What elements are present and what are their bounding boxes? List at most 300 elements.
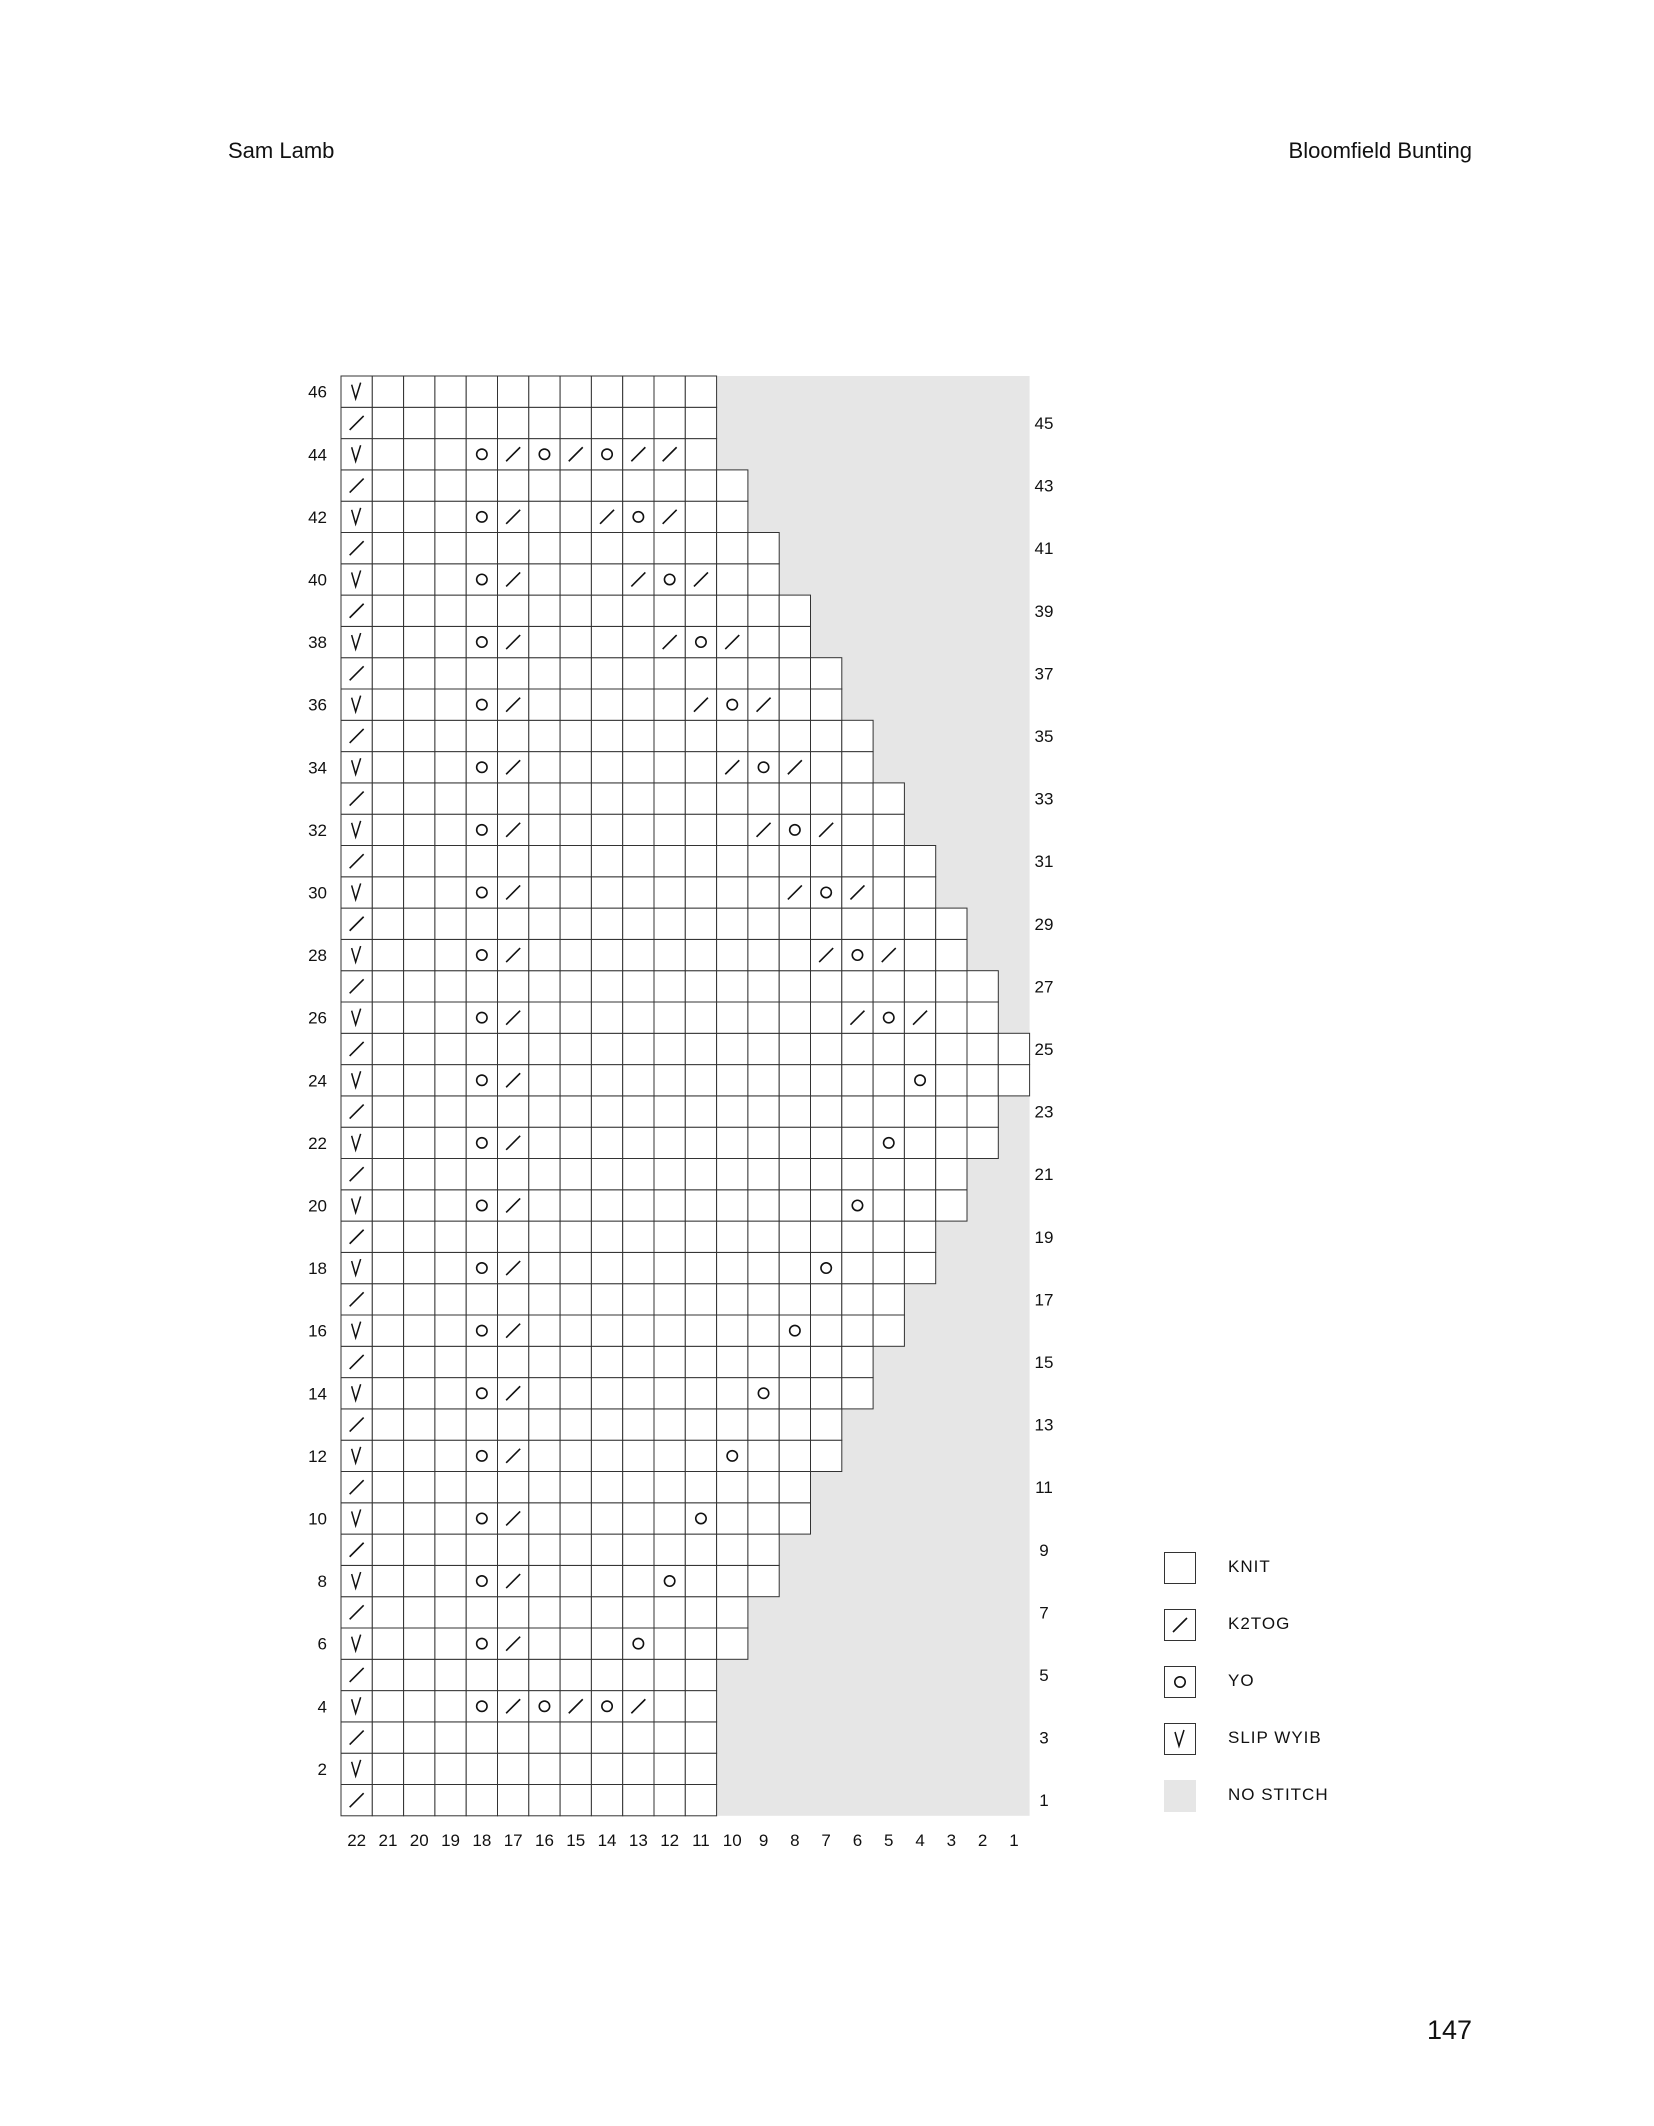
chart-cell — [404, 407, 435, 438]
chart-cell — [529, 1284, 560, 1315]
chart-cell — [404, 533, 435, 564]
chart-cell — [372, 595, 403, 626]
chart-cell — [654, 1096, 685, 1127]
chart-cell — [466, 1190, 497, 1221]
row-label-left: 22 — [308, 1133, 327, 1153]
chart-cell — [435, 720, 466, 751]
chart-cell — [591, 1378, 622, 1409]
chart-cell — [967, 1002, 998, 1033]
chart-cell — [372, 1221, 403, 1252]
chart-cell — [873, 1127, 904, 1158]
column-label: 22 — [347, 1830, 367, 1850]
chart-cell — [779, 908, 810, 939]
chart-cell — [435, 877, 466, 908]
chart-cell — [529, 1440, 560, 1471]
chart-cell — [811, 1190, 842, 1221]
chart-cell — [372, 1190, 403, 1221]
chart-cell — [811, 1221, 842, 1252]
chart-cell — [623, 1378, 654, 1409]
chart-cell — [717, 783, 748, 814]
chart-cell — [779, 1252, 810, 1283]
chart-cell — [560, 1628, 591, 1659]
chart-cell — [623, 1002, 654, 1033]
chart-cell — [435, 1565, 466, 1596]
chart-cell — [623, 1221, 654, 1252]
column-label: 7 — [821, 1830, 831, 1850]
chart-cell — [591, 1065, 622, 1096]
chart-cell — [498, 846, 529, 877]
chart-cell — [560, 595, 591, 626]
chart-cell — [529, 1409, 560, 1440]
chart-cell — [435, 1785, 466, 1816]
chart-cell — [529, 814, 560, 845]
chart-cell — [435, 1534, 466, 1565]
chart-cell — [341, 939, 372, 970]
chart-cell — [717, 1221, 748, 1252]
chart-cell — [748, 1315, 779, 1346]
chart-cell — [560, 1472, 591, 1503]
chart-cell — [748, 626, 779, 657]
chart-cell — [717, 658, 748, 689]
chart-cell — [560, 939, 591, 970]
chart-cell — [404, 626, 435, 657]
chart-cell — [623, 595, 654, 626]
row-label-left: 38 — [308, 633, 327, 653]
chart-cell — [591, 971, 622, 1002]
chart-cell — [842, 1252, 873, 1283]
chart-cell — [685, 1002, 716, 1033]
row-label-right: 11 — [1035, 1478, 1053, 1498]
chart-cell — [779, 595, 810, 626]
chart-cell — [779, 939, 810, 970]
chart-cell — [404, 1659, 435, 1690]
chart-cell — [372, 689, 403, 720]
chart-cell — [466, 1096, 497, 1127]
chart-cell — [842, 1065, 873, 1096]
chart-cell — [717, 1472, 748, 1503]
chart-cell — [404, 1190, 435, 1221]
chart-cell — [717, 1534, 748, 1565]
chart-cell — [748, 1096, 779, 1127]
chart-cell — [623, 658, 654, 689]
chart-cell — [654, 939, 685, 970]
chart-cell — [498, 783, 529, 814]
chart-cell — [498, 971, 529, 1002]
chart-cell — [779, 658, 810, 689]
row-label-right: 19 — [1034, 1227, 1054, 1247]
chart-cell — [435, 1503, 466, 1534]
chart-cell — [591, 1033, 622, 1064]
chart-cell — [748, 595, 779, 626]
chart-cell — [904, 1127, 935, 1158]
chart-cell — [623, 1409, 654, 1440]
chart-cell — [623, 783, 654, 814]
chart-cell — [873, 1065, 904, 1096]
chart-cell — [372, 1659, 403, 1690]
chart-cell — [404, 1440, 435, 1471]
chart-cell — [654, 595, 685, 626]
chart-cell — [623, 689, 654, 720]
chart-cell — [685, 376, 716, 407]
chart-cell — [372, 1785, 403, 1816]
chart-cell — [466, 783, 497, 814]
chart-cell — [779, 846, 810, 877]
chart-cell — [435, 1753, 466, 1784]
row-label-left: 26 — [308, 1008, 327, 1028]
chart-cell — [466, 376, 497, 407]
chart-cell — [466, 1691, 497, 1722]
chart-cell — [466, 1159, 497, 1190]
chart-cell — [842, 1159, 873, 1190]
chart-cell — [435, 689, 466, 720]
chart-cell — [623, 1065, 654, 1096]
chart-cell — [654, 908, 685, 939]
chart-cell — [435, 908, 466, 939]
chart-cell — [591, 1503, 622, 1534]
chart-cell — [842, 971, 873, 1002]
chart-cell — [466, 1002, 497, 1033]
chart-cell — [404, 1503, 435, 1534]
chart-cell — [779, 720, 810, 751]
chart-cell — [529, 971, 560, 1002]
chart-cell — [435, 1096, 466, 1127]
chart-cell — [591, 689, 622, 720]
chart-cell — [811, 1127, 842, 1158]
chart-cell — [748, 1503, 779, 1534]
chart-cell — [842, 814, 873, 845]
chart-cell — [685, 846, 716, 877]
chart-cell — [685, 814, 716, 845]
chart-cell — [529, 1065, 560, 1096]
chart-cell — [560, 752, 591, 783]
chart-cell — [404, 1691, 435, 1722]
chart-cell — [591, 470, 622, 501]
chart-cell — [717, 1628, 748, 1659]
chart-cell — [591, 439, 622, 470]
chart-cell — [748, 908, 779, 939]
row-label-right: 5 — [1039, 1665, 1049, 1685]
chart-cell — [498, 1409, 529, 1440]
chart-cell — [842, 720, 873, 751]
row-label-left: 32 — [308, 820, 327, 840]
chart-cell — [623, 720, 654, 751]
chart-cell — [341, 1628, 372, 1659]
row-label-right: 23 — [1034, 1102, 1054, 1122]
chart-cell — [404, 846, 435, 877]
chart-cell — [560, 783, 591, 814]
chart-cell — [591, 1346, 622, 1377]
chart-cell — [529, 1628, 560, 1659]
chart-cell — [591, 1628, 622, 1659]
chart-cell — [811, 846, 842, 877]
chart-cell — [623, 1753, 654, 1784]
chart-cell — [685, 1378, 716, 1409]
chart-cell — [529, 1190, 560, 1221]
chart-cell — [623, 626, 654, 657]
chart-cell — [498, 1096, 529, 1127]
chart-cell — [560, 1346, 591, 1377]
chart-cell — [466, 1722, 497, 1753]
chart-cell — [748, 939, 779, 970]
column-label: 10 — [722, 1830, 742, 1850]
chart-cell — [341, 1565, 372, 1596]
chart-cell — [560, 1190, 591, 1221]
header-author: Sam Lamb — [228, 138, 335, 163]
chart-cell — [654, 1346, 685, 1377]
chart-cell — [341, 1315, 372, 1346]
chart-cell — [404, 720, 435, 751]
chart-cell — [685, 1127, 716, 1158]
chart-cell — [341, 1691, 372, 1722]
chart-cell — [372, 1252, 403, 1283]
chart-cell — [435, 752, 466, 783]
chart-cell — [904, 1190, 935, 1221]
chart-cell — [404, 376, 435, 407]
chart-cell — [498, 1534, 529, 1565]
chart-cell — [623, 752, 654, 783]
chart-cell — [498, 470, 529, 501]
chart-cell — [654, 1252, 685, 1283]
chart-cell — [529, 407, 560, 438]
chart-cell — [811, 689, 842, 720]
chart-cell — [498, 1785, 529, 1816]
chart-cell — [779, 1315, 810, 1346]
chart-cell — [435, 439, 466, 470]
chart-cell — [748, 564, 779, 595]
chart-cell — [623, 846, 654, 877]
chart-cell — [654, 564, 685, 595]
chart-cell — [435, 564, 466, 595]
row-label-right: 35 — [1034, 726, 1054, 746]
chart-cell — [811, 908, 842, 939]
chart-cell — [591, 1565, 622, 1596]
column-label: 14 — [597, 1830, 617, 1850]
chart-cell — [779, 626, 810, 657]
chart-cell — [435, 971, 466, 1002]
chart-cell — [904, 1033, 935, 1064]
chart-cell — [904, 908, 935, 939]
chart-cell — [404, 1284, 435, 1315]
chart-cell — [372, 908, 403, 939]
chart-cell — [498, 533, 529, 564]
chart-cell — [466, 1628, 497, 1659]
chart-cell — [842, 1190, 873, 1221]
page-number: 147 — [1426, 2015, 1472, 2045]
chart-cell — [685, 1096, 716, 1127]
chart-cell — [811, 1065, 842, 1096]
chart-cell — [529, 1252, 560, 1283]
chart-cell — [717, 814, 748, 845]
chart-cell — [811, 1378, 842, 1409]
chart-cell — [372, 1096, 403, 1127]
chart-cell — [842, 1284, 873, 1315]
chart-cell — [748, 1284, 779, 1315]
chart-cell — [811, 720, 842, 751]
chart-cell — [842, 1221, 873, 1252]
chart-cell — [372, 1002, 403, 1033]
chart-cell — [404, 564, 435, 595]
chart-cell — [717, 1002, 748, 1033]
chart-cell — [435, 595, 466, 626]
chart-cell — [623, 1033, 654, 1064]
chart-cell — [998, 1033, 1029, 1064]
chart-cell — [623, 908, 654, 939]
chart-cell — [529, 1691, 560, 1722]
chart-cell — [654, 1190, 685, 1221]
row-label-left: 8 — [317, 1572, 327, 1592]
chart-cell — [811, 1409, 842, 1440]
chart-cell — [717, 1409, 748, 1440]
chart-cell — [685, 1722, 716, 1753]
chart-cell — [873, 814, 904, 845]
column-label: 18 — [472, 1830, 492, 1850]
row-label-right: 3 — [1039, 1728, 1049, 1748]
chart-cell — [341, 752, 372, 783]
chart-cell — [717, 533, 748, 564]
column-label: 5 — [884, 1830, 894, 1850]
chart-cell — [372, 1597, 403, 1628]
chart-cell — [404, 939, 435, 970]
chart-cell — [685, 1565, 716, 1596]
chart-cell — [435, 1065, 466, 1096]
chart-cell — [529, 1785, 560, 1816]
chart-cell — [560, 1503, 591, 1534]
chart-cell — [498, 658, 529, 689]
chart-cell — [372, 1378, 403, 1409]
legend-swatch-yo — [1164, 1666, 1196, 1698]
chart-cell — [998, 1065, 1029, 1096]
chart-cell — [404, 1409, 435, 1440]
chart-cell — [435, 1252, 466, 1283]
chart-cell — [529, 1127, 560, 1158]
chart-cell — [591, 939, 622, 970]
chart-cell — [466, 720, 497, 751]
chart-cell — [498, 1659, 529, 1690]
chart-cell — [842, 1378, 873, 1409]
chart-cell — [466, 1534, 497, 1565]
chart-cell — [967, 1065, 998, 1096]
chart-cell — [560, 533, 591, 564]
legend-swatch-k2tog — [1164, 1609, 1196, 1641]
column-label: 21 — [378, 1830, 398, 1850]
row-label-right: 27 — [1034, 977, 1054, 997]
chart-cell — [372, 470, 403, 501]
chart-cell — [529, 501, 560, 532]
chart-cell — [623, 1096, 654, 1127]
chart-cell — [654, 783, 685, 814]
chart-cell — [779, 1221, 810, 1252]
legend-swatch-nostitch — [1164, 1780, 1196, 1812]
row-label-left: 20 — [308, 1196, 327, 1216]
column-label: 17 — [503, 1830, 523, 1850]
chart-cell — [936, 1065, 967, 1096]
chart-cell — [654, 971, 685, 1002]
column-label: 12 — [660, 1830, 680, 1850]
chart-cell — [936, 971, 967, 1002]
chart-cell — [811, 1252, 842, 1283]
chart-cell — [654, 1565, 685, 1596]
chart-cell — [372, 1440, 403, 1471]
chart-cell — [372, 533, 403, 564]
chart-cell — [435, 376, 466, 407]
chart-cell — [560, 1221, 591, 1252]
chart-cell — [529, 1221, 560, 1252]
chart-cell — [372, 846, 403, 877]
chart-cell — [404, 1127, 435, 1158]
chart-cell — [466, 1127, 497, 1158]
chart-cell — [685, 1753, 716, 1784]
chart-cell — [717, 1190, 748, 1221]
chart-cell — [560, 1252, 591, 1283]
chart-cell — [560, 1378, 591, 1409]
chart-cell — [498, 1722, 529, 1753]
chart-cell — [341, 564, 372, 595]
chart-cell — [685, 533, 716, 564]
chart-cell — [591, 1597, 622, 1628]
chart-cell — [498, 720, 529, 751]
chart-cell — [498, 1221, 529, 1252]
chart-cell — [341, 1378, 372, 1409]
chart-cell — [748, 1033, 779, 1064]
chart-cell — [748, 1346, 779, 1377]
chart-cell — [685, 439, 716, 470]
chart-cell — [341, 1252, 372, 1283]
chart-cell — [685, 908, 716, 939]
chart-cell — [498, 407, 529, 438]
chart-cell — [560, 846, 591, 877]
chart-cell — [623, 376, 654, 407]
chart-cell — [685, 501, 716, 532]
chart-cell — [529, 689, 560, 720]
chart-cell — [498, 1753, 529, 1784]
chart-cell — [404, 1221, 435, 1252]
row-label-right: 7 — [1039, 1603, 1049, 1623]
chart-cell — [842, 752, 873, 783]
legend-label: K2TOG — [1228, 1614, 1291, 1633]
chart-cell — [623, 1534, 654, 1565]
chart-cell — [811, 783, 842, 814]
chart-cell — [529, 1159, 560, 1190]
chart-cell — [529, 533, 560, 564]
chart-cell — [904, 1252, 935, 1283]
chart-cell — [560, 1315, 591, 1346]
chart-cell — [591, 595, 622, 626]
chart-cell — [591, 658, 622, 689]
chart-cell — [591, 1534, 622, 1565]
chart-cell — [717, 877, 748, 908]
chart-cell — [560, 877, 591, 908]
chart-cell — [341, 1127, 372, 1158]
chart-cell — [717, 971, 748, 1002]
chart-cell — [873, 1221, 904, 1252]
chart-cell — [372, 783, 403, 814]
chart-cell — [591, 1096, 622, 1127]
chart-cell — [811, 1033, 842, 1064]
chart-cell — [560, 971, 591, 1002]
chart-cell — [435, 1127, 466, 1158]
chart-cell — [341, 1503, 372, 1534]
chart-cell — [654, 533, 685, 564]
chart-cell — [685, 1534, 716, 1565]
chart-cell — [529, 1722, 560, 1753]
chart-cell — [654, 1597, 685, 1628]
row-label-right: 43 — [1034, 476, 1054, 496]
chart-cell — [435, 1033, 466, 1064]
chart-cell — [654, 1722, 685, 1753]
chart-cell — [466, 1597, 497, 1628]
chart-cell — [779, 1378, 810, 1409]
chart-cell — [685, 1315, 716, 1346]
